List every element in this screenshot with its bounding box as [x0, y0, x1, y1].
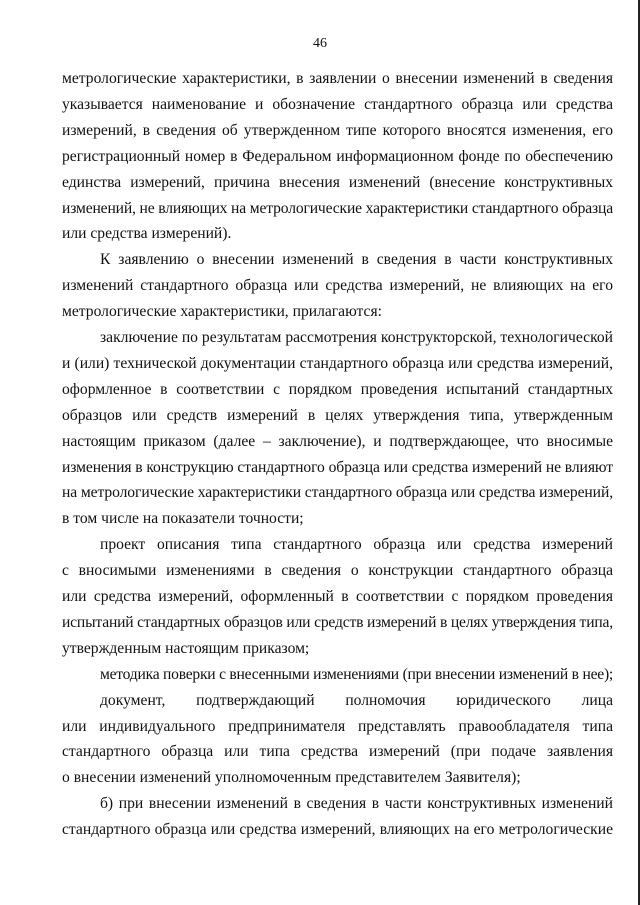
- text-line: или индивидуального предпринимателя представлять правообладателя типа: [62, 717, 613, 735]
- text-line: метрологические характеристики, прилагаются:: [62, 303, 382, 321]
- text-line: метрологические характеристики, в заявлении о внесении изменений в сведения: [62, 70, 613, 87]
- text-line: и (или) технической документации стандартного образца или средства измерений,: [62, 354, 613, 372]
- text-line: или средства измерений).: [62, 225, 232, 243]
- text-line: стандартного образца или типа средства измерений (при подаче заявления: [62, 743, 613, 761]
- text-line: в том числе на показатели точности;: [62, 510, 304, 528]
- text-line: заключение по результатам рассмотрения конструкторской, технологической: [100, 329, 613, 346]
- text-line: проект описания типа стандартного образца или средства измерений: [100, 536, 613, 554]
- text-line: документ, подтверждающий полномочия юридического лица: [100, 691, 613, 709]
- text-line: с вносимыми изменениями в сведения о конструкции стандартного образца: [62, 562, 613, 580]
- text-line: о внесении изменений уполномоченным представителем Заявителя);: [62, 769, 521, 787]
- text-line: образцов или средств измерений в целях утверждения типа, утвержденным: [62, 406, 613, 424]
- text-line: изменений, не влияющих на метрологические характеристики стандартного образца: [62, 199, 613, 217]
- text-line: измерений, в сведения об утвержденном типе которого вносятся изменения, его: [62, 121, 613, 139]
- text-line: утвержденным настоящим приказом;: [62, 639, 310, 657]
- text-line: изменения в конструкцию стандартного образца или средства измерений не влияют: [62, 458, 613, 476]
- text-line: изменений стандартного образца или средства измерений, не влияющих на его: [62, 277, 613, 295]
- text-line: настоящим приказом (далее – заключение), и подтверждающее, что вносимые: [62, 432, 613, 450]
- text-line: оформленное в соответствии с порядком проведения испытаний стандартных: [62, 380, 613, 398]
- text-line: испытаний стандартных образцов или средств измерений в целях утверждения типа,: [62, 613, 613, 631]
- text-line: методика поверки с внесенными изменениями (при внесении изменений в нее);: [100, 665, 613, 683]
- page-number: 46: [313, 36, 327, 51]
- text-line: б) при внесении изменений в сведения в части конструктивных изменений: [100, 795, 613, 813]
- text-line: регистрационный номер в Федеральном информационном фонде по обеспечению: [62, 147, 613, 165]
- text-line: К заявлению о внесении изменений в сведения в части конструктивных: [100, 251, 613, 269]
- text-line: единства измерений, причина внесения изменений (внесение конструктивных: [62, 173, 613, 191]
- text-line: или средства измерений, оформленный в соответствии с порядком проведения: [62, 588, 613, 605]
- text-line: указывается наименование и обозначение стандартного образца или средства: [62, 95, 613, 113]
- text-line: на метрологические характеристики стандартного образца или средства измерений,: [62, 484, 613, 502]
- text-line: стандартного образца или средства измерений, влияющих на его метрологические: [62, 821, 613, 839]
